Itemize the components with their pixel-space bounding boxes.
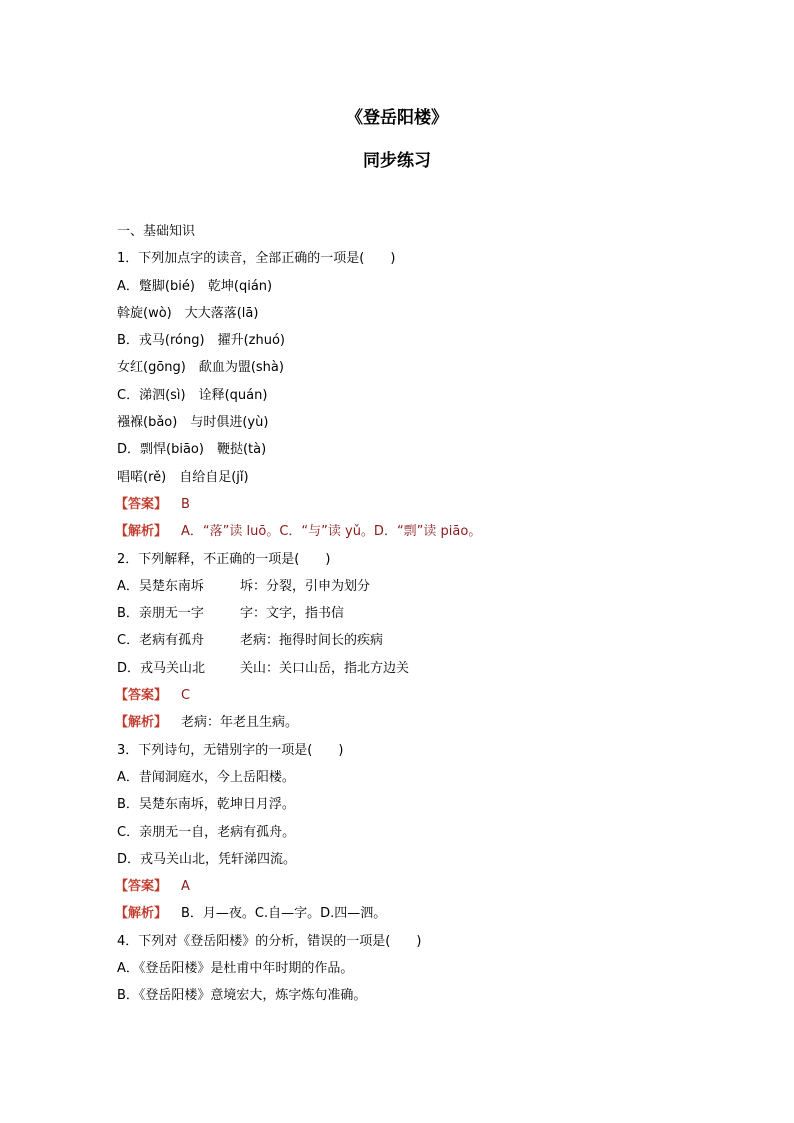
- question-3-stem: 3．下列诗句，无错别字的一项是( ): [117, 742, 344, 758]
- answer-tag: 【答案】: [115, 879, 168, 895]
- question-1-option-c: C．涕泗(sì) 诠释(quán): [117, 387, 268, 403]
- question-4-option-b: B．《登岳阳楼》意境宏大，炼字炼句准确。: [117, 988, 367, 1004]
- analysis-tag: 【解析】: [115, 906, 168, 922]
- document-title: 《登岳阳楼》: [346, 108, 448, 128]
- answer-value: B: [181, 496, 190, 512]
- question-1-option-b: B．戎马(róng) 擢升(zhuó): [117, 333, 285, 349]
- analysis-tag: 【解析】: [115, 524, 168, 540]
- answer-tag: 【答案】: [115, 688, 168, 704]
- exercise-body: [117, 218, 717, 1010]
- question-1-option-c-cont: 襁褓(bǎo) 与时俱进(yù): [117, 415, 269, 431]
- option-phrase: B．亲朋无一字: [117, 606, 204, 622]
- question-4-option-a: A．《登岳阳楼》是杜甫中年时期的作品。: [117, 961, 354, 977]
- option-explanation: 字：文字，指书信: [240, 606, 345, 622]
- question-1-option-d-cont: 唱喏(rě) 自给自足(jǐ): [117, 469, 249, 485]
- question-2-analysis: [117, 709, 717, 736]
- option-explanation: 坼：分裂，引申为划分: [240, 578, 371, 594]
- question-2-option-d: [117, 655, 717, 682]
- option-phrase: A．吴楚东南坼: [117, 578, 204, 594]
- question-2-option-c: [117, 627, 717, 654]
- question-2-answer: [117, 682, 717, 709]
- question-1-option-a: A．蹩脚(bié) 乾坤(qián): [117, 278, 273, 294]
- option-explanation: 关山：关口山岳，指北方边关: [240, 660, 410, 676]
- section-heading: 一、基础知识: [117, 224, 196, 239]
- question-2-option-a: [117, 573, 717, 600]
- question-3-option-b: B．吴楚东南坼，乾坤日月浮。: [117, 797, 295, 813]
- question-3-option-c: C．亲朋无一自，老病有孤舟。: [117, 824, 296, 840]
- question-3-option-a: A．昔闻洞庭水，今上岳阳楼。: [117, 769, 295, 785]
- question-1-option-b-cont: 女红(gōng) 歃血为盟(shà): [117, 360, 284, 376]
- question-1-option-a-cont: 斡旋(wò) 大大落落(lā): [117, 305, 259, 321]
- question-3-option-d: D．戎马关山北，凭轩涕四流。: [117, 851, 297, 867]
- question-2-option-b: [117, 600, 717, 627]
- analysis-tag: 【解析】: [115, 715, 168, 731]
- option-explanation: 老病：拖得时间长的疾病: [240, 633, 384, 649]
- answer-value: A: [181, 879, 190, 895]
- question-3-answer: [117, 873, 717, 900]
- question-1-answer: [117, 491, 717, 518]
- question-1-analysis: [117, 518, 717, 545]
- question-1-stem: 1．下列加点字的读音，全部正确的一项是( ): [117, 251, 396, 267]
- document-subtitle: 同步练习: [363, 151, 431, 171]
- answer-value: C: [181, 688, 191, 704]
- question-3-analysis: [117, 900, 717, 927]
- analysis-text: 老病：年老且生病。: [181, 715, 299, 731]
- option-phrase: D．戎马关山北: [117, 660, 206, 676]
- question-2-stem: 2．下列解释，不正确的一项是( ): [117, 551, 331, 567]
- question-4-stem: 4．下列对《登岳阳楼》的分析，错误的一项是( ): [117, 933, 422, 949]
- question-1-option-d: D．剽悍(biāo) 鞭挞(tà): [117, 442, 267, 458]
- answer-tag: 【答案】: [115, 496, 168, 512]
- analysis-text: A．“落”读 luō。C．“与”读 yǔ。D．“剽”读 piāo。: [181, 524, 482, 540]
- analysis-text: B．月—夜。C.自—字。D.四—泗。: [181, 906, 387, 922]
- option-phrase: C．老病有孤舟: [117, 633, 205, 649]
